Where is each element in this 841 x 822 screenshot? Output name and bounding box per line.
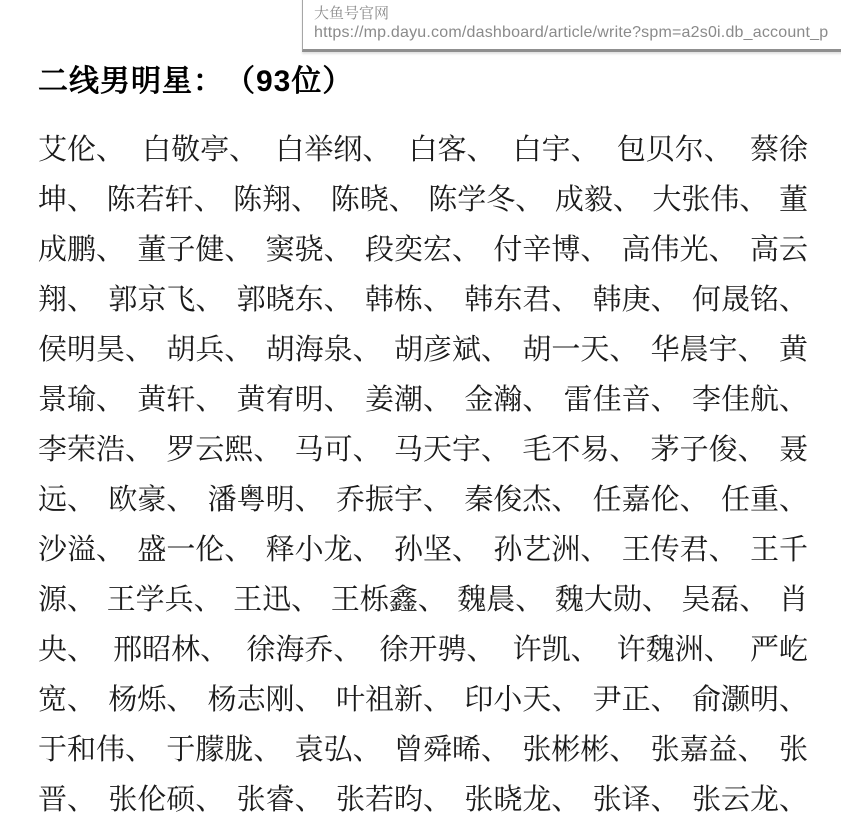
name-segment: 胡一天、	[522, 333, 639, 366]
name-segment: 雷佳音、	[563, 383, 680, 416]
name-segment: 张嘉益、	[650, 733, 767, 766]
name-segment: 肖	[778, 583, 808, 616]
name-segment: 许凯、	[512, 633, 600, 666]
name-segment: 魏晨、	[457, 583, 545, 616]
name-segment: 侯明昊、	[38, 333, 155, 366]
text-line	[38, 272, 808, 322]
name-segment: 任重、	[720, 483, 808, 516]
name-segment: 王学兵、	[106, 583, 223, 616]
name-segment: 徐开骋、	[379, 633, 496, 666]
name-segment: 曾舜晞、	[393, 733, 510, 766]
name-segment: 源、	[38, 583, 97, 616]
article-content[interactable]	[38, 0, 808, 822]
text-line	[38, 772, 808, 822]
name-segment: 胡兵、	[166, 333, 254, 366]
text-line	[38, 622, 808, 672]
name-segment: 李佳航、	[691, 383, 808, 416]
name-segment: 杨烁、	[108, 683, 196, 716]
name-segment: 景瑜、	[38, 383, 126, 416]
name-segment: 张云龙、	[691, 783, 808, 816]
name-segment: 于朦胧、	[166, 733, 283, 766]
name-segment: 魏大勋、	[554, 583, 671, 616]
name-segment: 严屹	[749, 633, 808, 666]
text-line	[38, 572, 808, 622]
name-segment: 白宇、	[512, 133, 600, 166]
name-segment: 华晨宇、	[650, 333, 767, 366]
name-segment: 尹正、	[592, 683, 680, 716]
name-segment: 李荣浩、	[38, 433, 155, 466]
name-segment: 陈翔、	[233, 183, 321, 216]
name-segment: 黄轩、	[137, 383, 225, 416]
tooltip-site-name: 大鱼号官网	[314, 5, 390, 22]
name-segment: 沙溢、	[38, 533, 126, 566]
name-segment: 陈学冬、	[428, 183, 545, 216]
text-line	[38, 372, 808, 422]
name-segment: 马天宇、	[393, 433, 510, 466]
text-line	[38, 722, 808, 772]
name-segment: 董子健、	[137, 233, 254, 266]
text-line	[38, 322, 808, 372]
name-segment: 段奕宏、	[364, 233, 481, 266]
name-segment: 艾伦、	[38, 133, 126, 166]
name-segment: 蔡徐	[749, 133, 808, 166]
name-segment: 释小龙、	[265, 533, 382, 566]
text-line	[38, 122, 808, 172]
name-segment: 张译、	[592, 783, 680, 816]
name-segment: 盛一伦、	[137, 533, 254, 566]
name-segment: 俞灏明、	[691, 683, 808, 716]
name-segment: 张	[778, 733, 808, 766]
name-segment: 金瀚、	[464, 383, 552, 416]
name-segment: 远、	[38, 483, 97, 516]
name-segment: 杨志刚、	[207, 683, 324, 716]
name-segment: 邢昭林、	[113, 633, 230, 666]
name-segment: 胡海泉、	[265, 333, 382, 366]
name-segment: 叶祖新、	[335, 683, 452, 716]
name-segment: 韩栋、	[364, 283, 452, 316]
name-segment: 潘粤明、	[207, 483, 324, 516]
name-segment: 大张伟、	[652, 183, 769, 216]
name-segment: 郭晓东、	[236, 283, 353, 316]
name-segment: 何晟铭、	[691, 283, 808, 316]
name-segment: 付辛博、	[493, 233, 610, 266]
name-segment: 吴磊、	[681, 583, 769, 616]
name-segment: 孙艺洲、	[493, 533, 610, 566]
text-line	[38, 172, 808, 222]
name-segment: 聂	[778, 433, 808, 466]
text-line	[38, 522, 808, 572]
name-segment: 徐海乔、	[246, 633, 363, 666]
name-segment: 毛不易、	[522, 433, 639, 466]
name-segment: 韩庚、	[592, 283, 680, 316]
name-segment: 罗云熙、	[166, 433, 283, 466]
name-segment: 晋、	[38, 783, 97, 816]
name-segment: 胡彦斌、	[393, 333, 510, 366]
text-line	[38, 222, 808, 272]
name-segment: 欧豪、	[108, 483, 196, 516]
name-segment: 印小天、	[464, 683, 581, 716]
name-segment: 宽、	[38, 683, 97, 716]
name-segment: 白敬亭、	[142, 133, 259, 166]
name-segment: 姜潮、	[364, 383, 452, 416]
name-segment: 坤、	[38, 183, 97, 216]
name-segment: 王千	[749, 533, 808, 566]
text-line	[38, 472, 808, 522]
name-segment: 窦骁、	[265, 233, 353, 266]
name-segment: 陈若轩、	[106, 183, 223, 216]
name-segment: 成毅、	[554, 183, 642, 216]
name-segment: 郭京飞、	[108, 283, 225, 316]
name-segment: 陈晓、	[330, 183, 418, 216]
name-segment: 于和伟、	[38, 733, 155, 766]
name-segment: 张彬彬、	[522, 733, 639, 766]
name-segment: 白客、	[408, 133, 496, 166]
name-segment: 董	[778, 183, 808, 216]
name-segment: 张睿、	[236, 783, 324, 816]
name-segment: 许魏洲、	[616, 633, 733, 666]
text-line	[38, 672, 808, 722]
name-segment: 孙坚、	[393, 533, 481, 566]
name-segment: 韩东君、	[464, 283, 581, 316]
name-segment: 秦俊杰、	[464, 483, 581, 516]
name-segment: 包贝尔、	[616, 133, 733, 166]
text-line	[38, 422, 808, 472]
name-segment: 任嘉伦、	[592, 483, 709, 516]
name-list	[38, 122, 808, 822]
name-segment: 成鹏、	[38, 233, 126, 266]
name-segment: 高伟光、	[621, 233, 738, 266]
name-segment: 白举纲、	[275, 133, 392, 166]
name-segment: 黄	[778, 333, 808, 366]
name-segment: 翔、	[38, 283, 97, 316]
name-segment: 黄宥明、	[236, 383, 353, 416]
name-segment: 王栎鑫、	[330, 583, 447, 616]
name-segment: 张伦硕、	[108, 783, 225, 816]
name-segment: 张若昀、	[335, 783, 452, 816]
name-segment: 王传君、	[621, 533, 738, 566]
name-segment: 乔振宇、	[335, 483, 452, 516]
name-segment: 茅子俊、	[650, 433, 767, 466]
name-segment: 马可、	[294, 433, 382, 466]
tooltip-url: https://mp.dayu.com/dashboard/article/write?spm=a2s0i.db_account_p	[314, 24, 829, 41]
name-segment: 高云	[749, 233, 808, 266]
name-segment: 袁弘、	[294, 733, 382, 766]
name-segment: 王迅、	[233, 583, 321, 616]
list-heading: 二线男明星： （93位）	[38, 65, 354, 98]
name-segment: 央、	[38, 633, 97, 666]
name-segment: 张晓龙、	[464, 783, 581, 816]
